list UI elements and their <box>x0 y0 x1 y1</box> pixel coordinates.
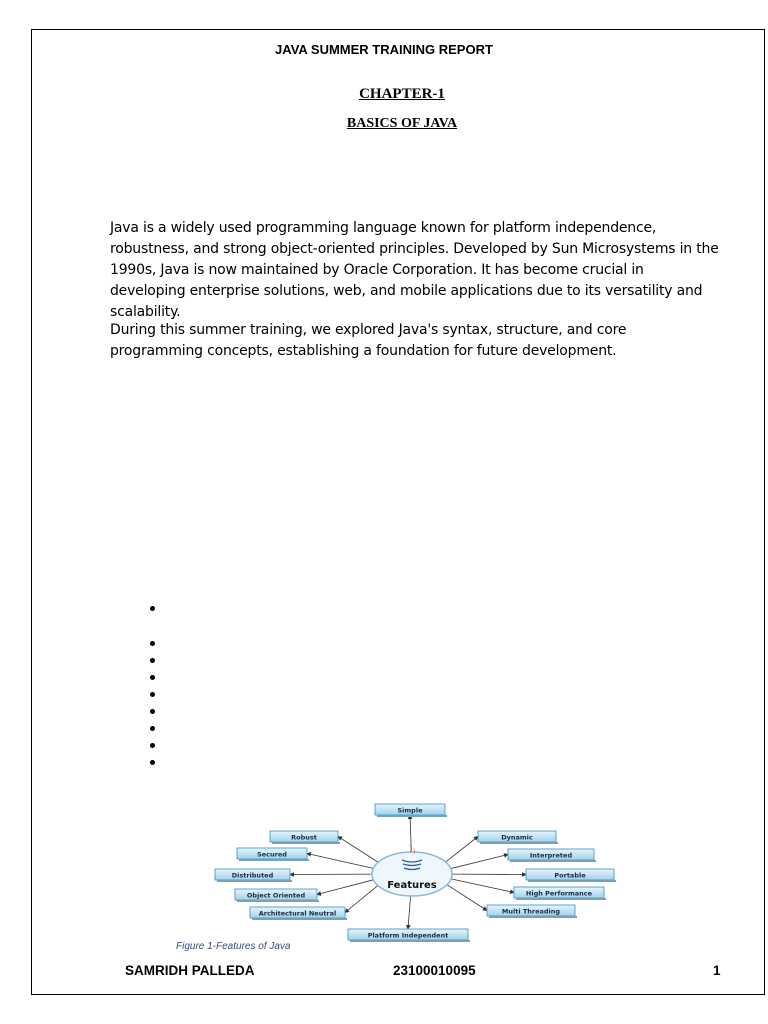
feature-box <box>235 889 319 902</box>
feature-box <box>375 804 447 817</box>
java-features-diagram <box>210 798 630 944</box>
training-paragraph: During this summer training, we explored Java's syntax, structure, and core programming concepts, establishing a foundation for future development. <box>110 322 627 359</box>
feature-label: Architectural Neutral <box>258 909 337 918</box>
footer-roll-number: 23100010095 <box>393 963 476 978</box>
chapter-number: CHAPTER-1 <box>359 86 445 102</box>
feature-box <box>348 929 470 942</box>
features-center-label: Features <box>387 880 437 891</box>
feature-label: Portable <box>554 871 586 880</box>
intro-paragraph: Java is a widely used programming language known for platform independence, robustness, and strong object-oriented principles. Developed by Sun Microsystems in the 1990s, Java is now maintained by Oracle Corporation. It has become crucial in developing enterprise solutions, web, and mobile applications due to its versatility and scalability. <box>110 220 719 320</box>
feature-label: Interpreted <box>529 851 573 860</box>
feature-label: Dynamic <box>501 833 533 842</box>
feature-label: Object Oriented <box>246 891 306 900</box>
feature-label: Distributed <box>231 871 274 880</box>
feature-box <box>508 849 596 862</box>
footer-page-number: 1 <box>713 963 721 978</box>
feature-label: Platform Independent <box>367 931 449 940</box>
feature-connector <box>447 885 487 911</box>
feature-connector <box>451 855 508 869</box>
report-header: JAVA SUMMER TRAINING REPORT <box>275 42 493 57</box>
feature-label: Secured <box>257 850 287 859</box>
feature-label: Robust <box>291 833 317 842</box>
feature-connector <box>446 837 478 863</box>
footer-author-name: SAMRIDH PALLEDA <box>125 963 255 978</box>
feature-box <box>526 869 616 882</box>
feature-connector <box>317 880 373 895</box>
feature-connector <box>345 885 378 912</box>
feature-box <box>237 848 309 861</box>
feature-connector <box>338 837 378 863</box>
feature-box <box>478 831 558 844</box>
feature-box <box>487 905 577 918</box>
feature-box <box>250 907 347 920</box>
figure-caption: Figure 1-Features of Java <box>176 941 291 952</box>
feature-label: High Performance <box>525 889 593 898</box>
feature-connector <box>408 896 411 929</box>
feature-box <box>215 869 292 882</box>
feature-connector <box>307 854 373 869</box>
feature-label: Simple <box>397 806 423 815</box>
feature-box <box>270 831 340 844</box>
chapter-title: BASICS OF JAVA <box>346 116 458 131</box>
feature-connector <box>451 879 514 893</box>
feature-box <box>514 887 606 900</box>
feature-label: Multi Threading <box>501 907 561 916</box>
